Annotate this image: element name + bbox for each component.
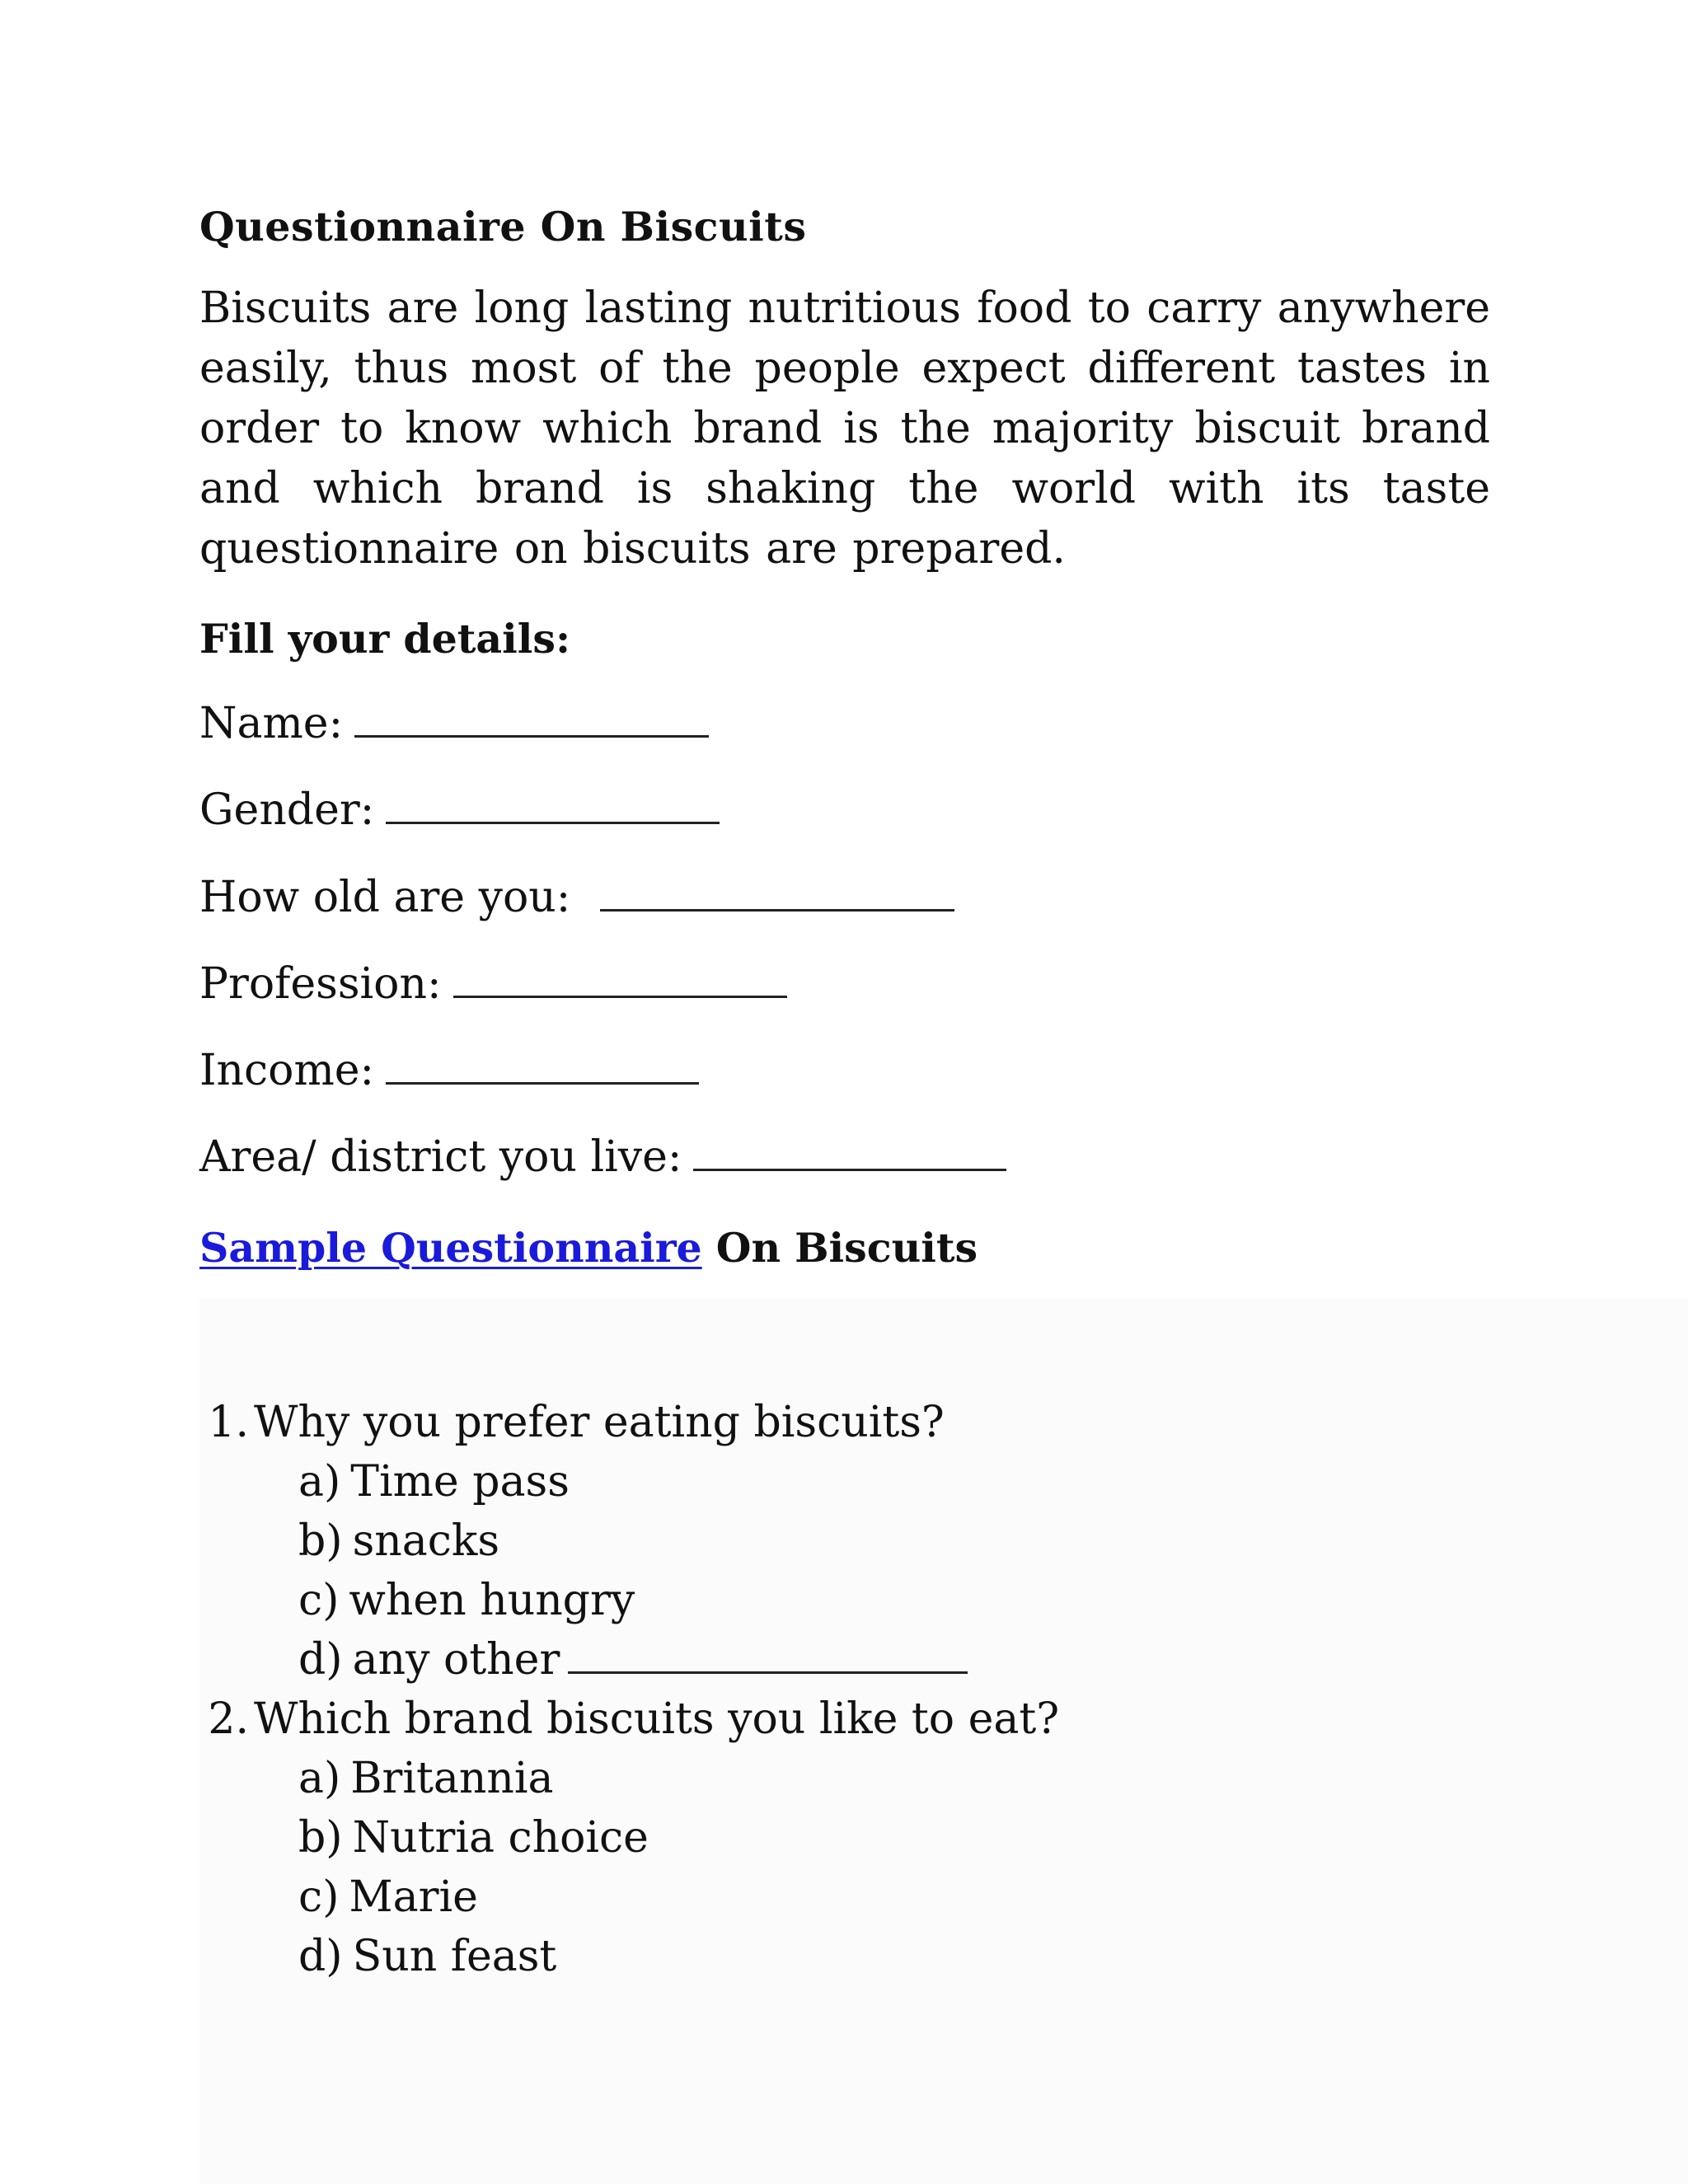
gender-blank-line[interactable] (386, 785, 720, 824)
profession-blank-line[interactable] (453, 959, 787, 998)
sample-heading (199, 1221, 978, 1275)
option-text: when hungry (349, 1576, 635, 1625)
details-heading: Fill your details: (199, 615, 571, 663)
income-field[interactable] (199, 1042, 699, 1099)
option-letter: d) (298, 1932, 343, 1981)
question-1 (199, 1393, 945, 1452)
question-2-text: Which brand biscuits you like to eat? (254, 1694, 1060, 1744)
question-1-number: 1. (208, 1398, 249, 1447)
page-title: Questionnaire On Biscuits (199, 203, 807, 251)
question-2-option-a[interactable] (298, 1749, 554, 1808)
age-blank-line[interactable] (600, 873, 954, 912)
question-1-option-d[interactable] (298, 1630, 968, 1690)
option-letter: a) (298, 1754, 341, 1803)
name-label: Name: (199, 699, 344, 748)
question-2-option-d[interactable] (298, 1927, 556, 1986)
option-letter: b) (298, 1813, 343, 1863)
question-2 (199, 1690, 1059, 1749)
income-blank-line[interactable] (386, 1046, 699, 1085)
option-letter: c) (298, 1576, 340, 1625)
option-letter: b) (298, 1516, 343, 1566)
intro-paragraph: Biscuits are long lasting nutritious food to carry anywhere easily, thus most of the people expect different tastes in order to know which brand is the majority biscuit brand and which brand is shaking the world with its taste questionnaire on biscuits are prepared. (199, 284, 1490, 574)
name-field[interactable] (199, 695, 709, 752)
sample-questionnaire-link[interactable]: Sample Questionnaire (199, 1224, 702, 1272)
option-letter: d) (298, 1635, 343, 1685)
name-blank-line[interactable] (354, 699, 709, 738)
question-2-option-b[interactable] (298, 1808, 649, 1868)
question-1-option-b[interactable] (298, 1511, 499, 1571)
profession-label: Profession: (199, 959, 442, 1009)
profession-field[interactable] (199, 955, 787, 1013)
gender-label: Gender: (199, 785, 375, 835)
question-2-option-c[interactable] (298, 1868, 478, 1927)
question-1-option-a[interactable] (298, 1452, 570, 1511)
other-blank-line[interactable] (568, 1635, 968, 1674)
income-label: Income: (199, 1046, 375, 1095)
question-2-number: 2. (208, 1694, 249, 1744)
gender-field[interactable] (199, 781, 720, 839)
age-label: How old are you: (199, 873, 571, 922)
age-field[interactable] (199, 869, 954, 926)
option-text: any other (352, 1635, 560, 1685)
option-letter: c) (298, 1872, 340, 1922)
option-text: snacks (352, 1516, 500, 1566)
option-text: Nutria choice (352, 1813, 649, 1863)
option-text: Sun feast (352, 1932, 557, 1981)
question-1-option-c[interactable] (298, 1571, 635, 1630)
question-1-text: Why you prefer eating biscuits? (254, 1398, 945, 1447)
option-letter: a) (298, 1457, 341, 1507)
area-label: Area/ district you live: (199, 1132, 682, 1182)
option-text: Britannia (350, 1754, 554, 1803)
sample-heading-rest: On Biscuits (715, 1224, 978, 1272)
area-field[interactable] (199, 1128, 1006, 1186)
area-blank-line[interactable] (693, 1132, 1006, 1171)
option-text: Time pass (350, 1457, 570, 1507)
option-text: Marie (349, 1872, 478, 1922)
